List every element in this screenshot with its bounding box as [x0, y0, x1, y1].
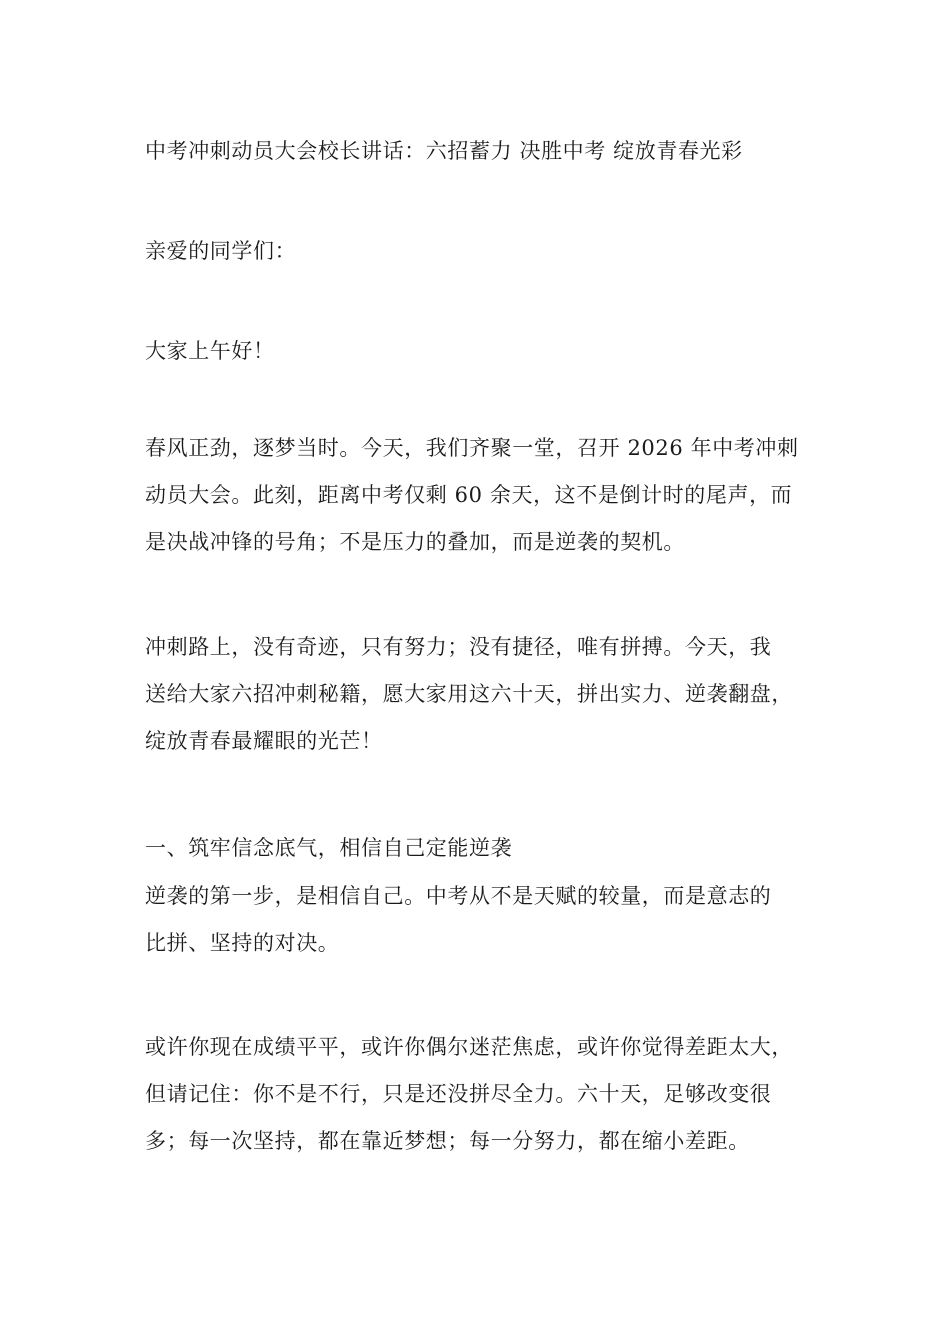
section-1-heading — [145, 825, 835, 872]
salutation-line: 亲爱的同学们： — [145, 239, 297, 263]
greeting-line: 大家上午好！ — [145, 339, 275, 363]
paragraph-line: 比拼、坚持的对决。 — [145, 931, 340, 955]
paragraph-line: 是决战冲锋的号角；不是压力的叠加，而是逆袭的契机。 — [145, 530, 685, 554]
paragraph-line: 但请记住：你不是不行，只是还没拼尽全力。六十天，足够改变很 — [145, 1082, 772, 1106]
salutation — [145, 228, 835, 275]
paragraph-line: 多；每一次坚持，都在靠近梦想；每一分努力，都在缩小差距。 — [145, 1129, 750, 1153]
section-heading-line: 一、筑牢信念底气，相信自己定能逆袭 — [145, 836, 513, 860]
paragraph-2 — [145, 624, 835, 765]
paragraph-line: 送给大家六招冲刺秘籍，愿大家用这六十天，拼出实力、逆袭翻盘， — [145, 682, 793, 706]
section-1-paragraph-2 — [145, 1024, 835, 1165]
section-1-paragraph-1 — [145, 873, 835, 967]
greeting — [145, 328, 835, 375]
paragraph-line: 动员大会。此刻，距离中考仅剩 60 余天，这不是倒计时的尾声，而 — [145, 483, 793, 507]
paragraph-line: 逆袭的第一步，是相信自己。中考从不是天赋的较量，而是意志的 — [145, 884, 772, 908]
document-title — [145, 128, 835, 175]
paragraph-line: 绽放青春最耀眼的光芒！ — [145, 729, 383, 753]
paragraph-line: 或许你现在成绩平平，或许你偶尔迷茫焦虑，或许你觉得差距太大， — [145, 1035, 793, 1059]
paragraph-1 — [145, 425, 835, 566]
paragraph-line: 春风正劲，逐梦当时。今天，我们齐聚一堂，召开 2026 年中考冲刺 — [145, 436, 799, 460]
title-line: 中考冲刺动员大会校长讲话：六招蓄力 决胜中考 绽放青春光彩 — [145, 139, 743, 163]
paragraph-line: 冲刺路上，没有奇迹，只有努力；没有捷径，唯有拼搏。今天，我 — [145, 635, 772, 659]
